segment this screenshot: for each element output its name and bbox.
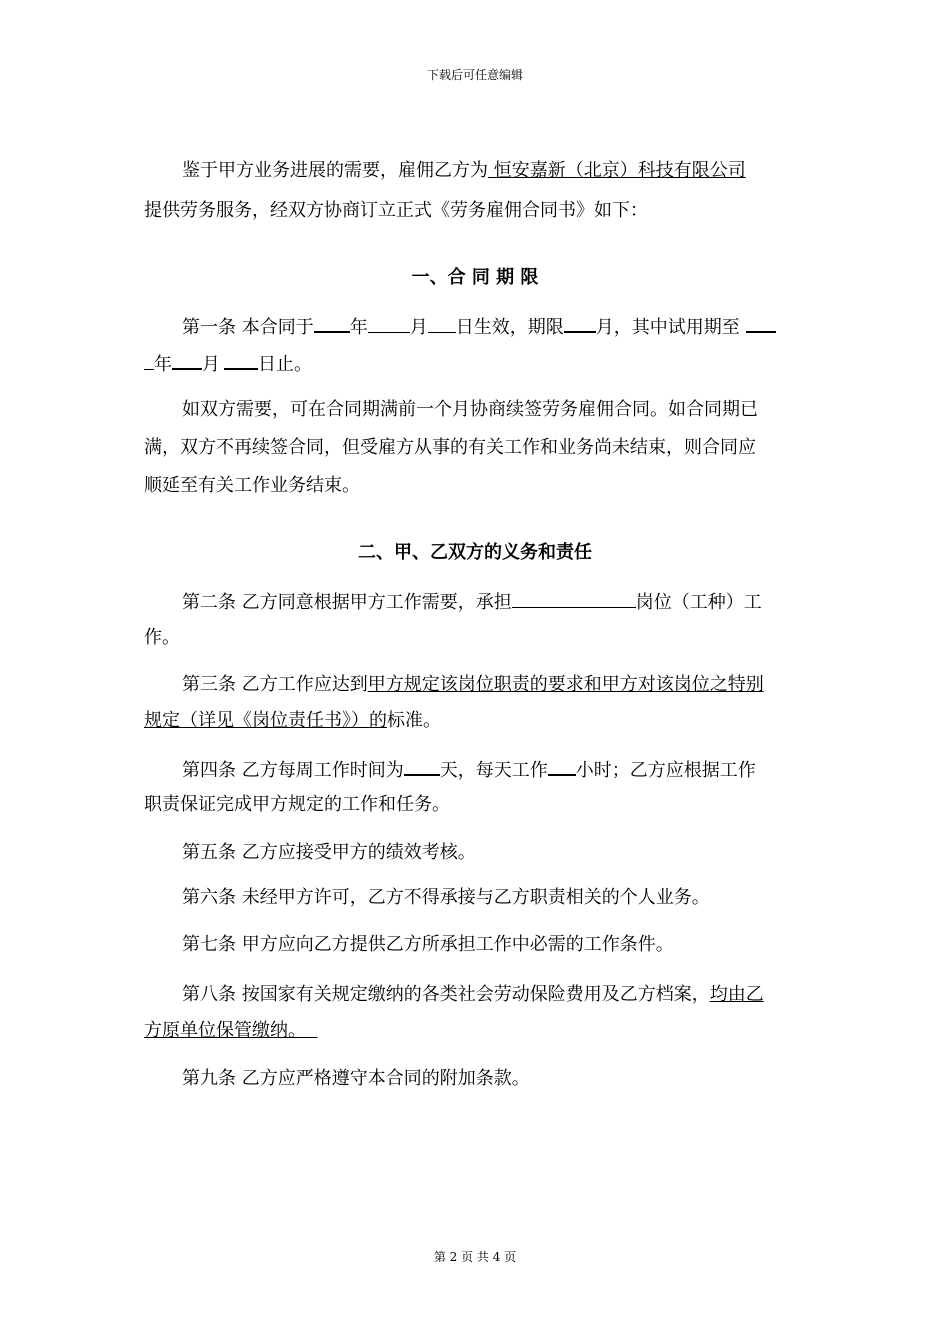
article-8-underlined: 均由乙: [709, 984, 764, 1005]
day-blank: [428, 315, 456, 333]
day3-blank: [224, 351, 258, 370]
page-header: 下载后可任意编辑: [426, 68, 523, 82]
month-label: 月: [409, 317, 428, 338]
article-4-days: 天，每天工作: [439, 760, 548, 781]
intro-line-1: [182, 159, 746, 183]
section-1-title: 一、合 同 期 限: [411, 267, 539, 288]
article-7: 第七条 甲方应向乙方提供乙方所承担工作中必需的工作条件。: [182, 934, 674, 955]
intro-line-2: 提供劳务服务，经双方协商订立正式《劳务雇佣合同书》如下：: [144, 200, 648, 221]
end-label: 日止。: [258, 354, 312, 375]
article-2-text: 第二条 乙方同意根据甲方工作需要，承担: [182, 592, 512, 613]
article-4-hours: 小时；乙方应根据工作: [575, 760, 756, 781]
renewal-line-2: 满，双方不再续签合同，但受雇方从事的有关工作和业务尚未结束，则合同应: [144, 437, 756, 458]
article-2-post: 岗位（工种）工: [635, 592, 762, 613]
year2-blank-tail: [144, 352, 154, 370]
term-blank: [564, 314, 596, 333]
article-4-line-2: 职责保证完成甲方规定的工作和任务。: [144, 794, 450, 815]
article-4-text: 第四条 乙方每周工作时间为: [182, 760, 404, 781]
article-5: 第五条 乙方应接受甲方的绩效考核。: [182, 842, 476, 863]
company-name: 恒安嘉新（北京）科技有限公司: [488, 160, 746, 181]
article-6: 第六条 未经甲方许可，乙方不得承接与乙方职责相关的个人业务。: [182, 887, 710, 908]
year2-label: 年: [154, 354, 172, 375]
article-1-prefix: 第一条 本合同于: [182, 317, 314, 338]
year-label: 年: [349, 317, 368, 338]
article-9: 第九条 乙方应严格遵守本合同的附加条款。: [182, 1068, 530, 1089]
article-3-line-1: [182, 673, 764, 697]
hours-blank: [548, 757, 576, 776]
renewal-line-1: 如双方需要，可在合同期满前一个月协商续签劳务雇佣合同。如合同期已: [182, 399, 758, 420]
probation-year-blank: [746, 314, 776, 333]
section-2-title: 二、甲、乙双方的义务和责任: [358, 542, 592, 563]
month-blank: [368, 315, 410, 333]
year-blank: [314, 314, 350, 333]
article-2-line-1: [182, 590, 762, 615]
page-footer: 第 2 页 共 4 页: [433, 1250, 517, 1264]
article-3-line-2: [144, 709, 441, 733]
article-3-underlined-2: 规定（详见《岗位责任书》）的: [144, 710, 387, 731]
day-label: 日生效，期限: [455, 317, 564, 338]
renewal-line-3: 顺延至有关工作业务结束。: [144, 475, 360, 496]
days-blank: [404, 757, 440, 776]
article-3-end: 标准。: [387, 710, 441, 731]
article-1-line-2: [144, 351, 312, 377]
probation-label: 月，其中试用期至: [595, 317, 740, 338]
month3-blank: [172, 351, 202, 370]
article-3-underlined: 甲方规定该岗位职责的要求和甲方对该岗位之特别: [367, 674, 764, 695]
article-1-line-1: [182, 314, 776, 340]
intro-text: 鉴于甲方业务进展的需要，雇佣乙方为: [182, 160, 488, 181]
month3-label: 月: [202, 354, 220, 375]
article-8-line-1: [182, 983, 764, 1007]
article-8-line-2: 方原单位保管缴纳。: [144, 1020, 318, 1041]
article-4-line-1: [182, 757, 756, 783]
article-2-line-2: 作。: [144, 627, 180, 648]
article-8-text: 第八条 按国家有关规定缴纳的各类社会劳动保险费用及乙方档案，: [182, 984, 710, 1005]
article-3-text: 第三条 乙方工作应达到: [182, 674, 368, 695]
post-blank: [512, 590, 636, 608]
